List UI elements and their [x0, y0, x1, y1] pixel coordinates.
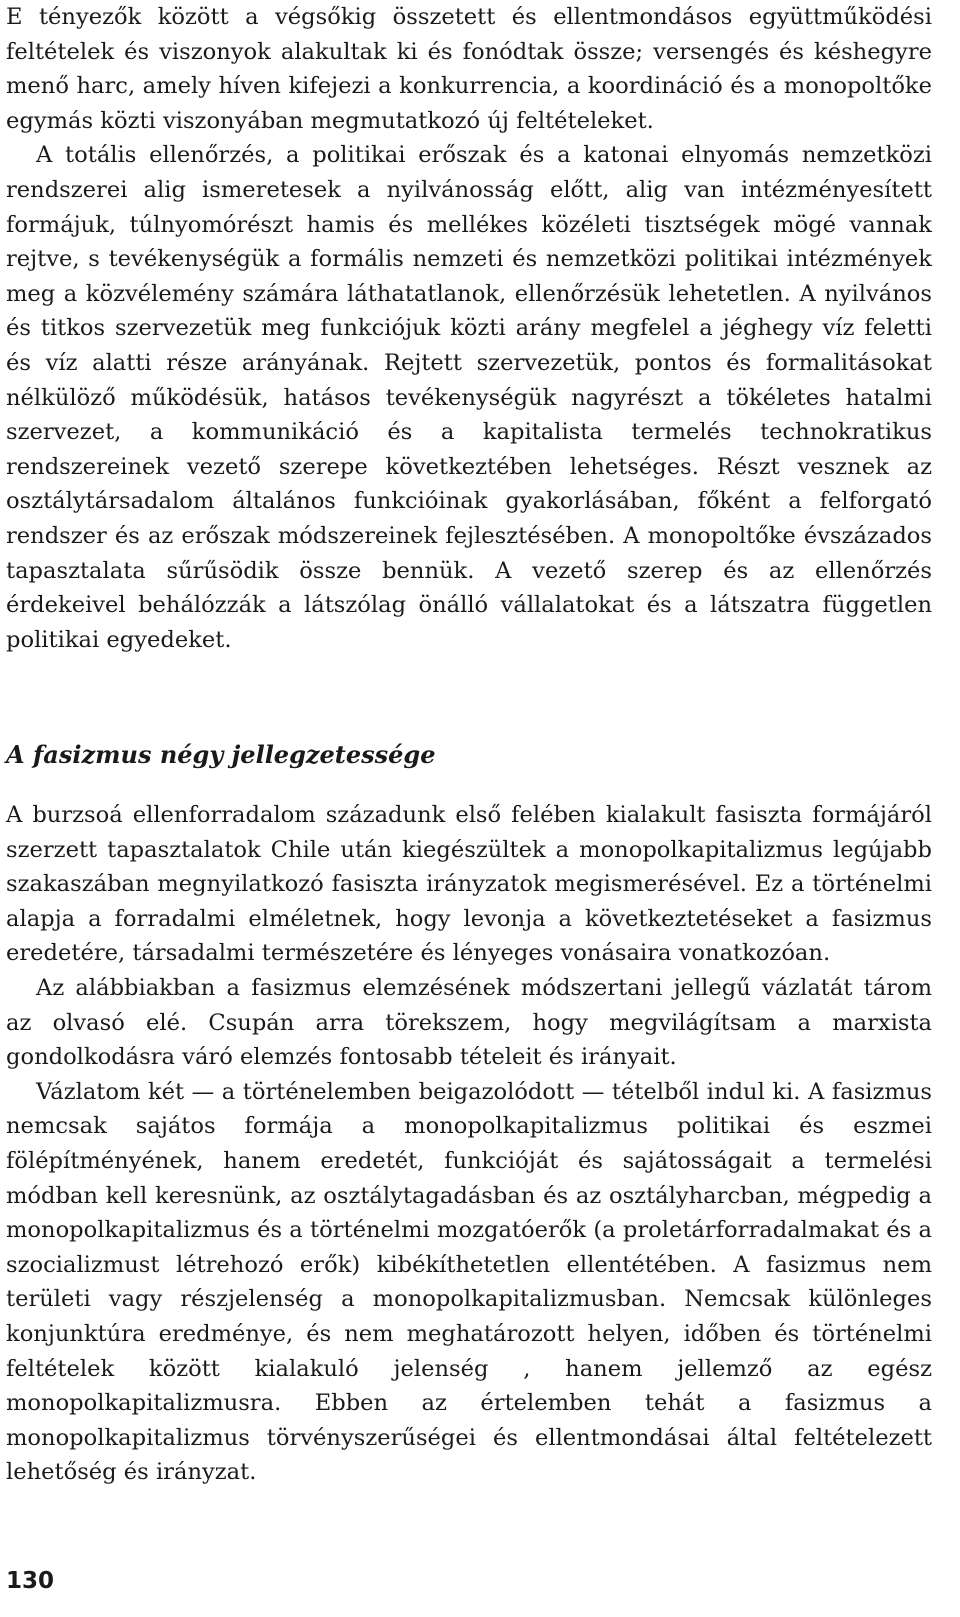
paragraph: A totális ellenőrzés, a politikai erőszak és a katonai elnyomás nemzetközi rendszerei alig ismeretesek a nyilvánosság előtt, alig van intézményesített formájuk, túlnyomórészt hamis és mellékes közéleti tisztségek mögé vannak rejtve, s tevékenységük a formális nemzeti és nemzetközi politikai intézmények meg a közvélemény számára láthatatlanok, ellenőrzésük lehetetlen. A nyilvános és titkos szervezetük meg funkciójuk közti arány megfelel a jéghegy víz feletti és víz alatti része arányának. Rejtett szervezetük, pontos és formalitásokat nélkülöző működésük, hatásos tevékenységük nagyrészt a tökéletes hatalmi szervezet, a kommunikáció és a kapitalista termelés technokratikus rendszereinek vezető szerepe következtében lehetséges. Részt vesznek az osztálytársadalom általános funkcióinak gyakorlásában, főként a felforgató rendszer és az erőszak módszereinek fejlesztésében. A monopoltőke évszázados tapasztalata sűrűsödik össze bennük. A vezető szerep és az ellenőrzés érdekeivel behálózzák a látszólag önálló vállalatokat és a látszatra független politikai egyedeket. — [6, 142, 932, 653]
paragraph: Vázlatom két — a történelemben beigazolódott — tételből indul ki. A fasizmus nemcsak sajátos formája a monopolkapitalizmus politikai és eszmei fölépítményének, hanem eredetét, funkcióját és sajátosságait a termelési módban kell keresnünk, az osztálytagadásban és az osztályharcban, mégpedig a monopolkapitalizmus és a történelmi mozgatóerők (a proletárforradalmakat és a szocializmust létrehozó erők) kibékíthetetlen ellentétében. A fasizmus nem területi vagy részjelenség a monopolkapitalizmusban. Nemcsak különleges konjunktúra eredménye, és nem meghatározott helyen, időben és történelmi feltételek között kialakuló jelenség , hanem jellemző az egész monopolkapitalizmusra. Ebben az értelemben tehát a fasizmus a monopolkapitalizmus törvényszerűségei és ellentmondásai által feltételezett lehetőség és irányzat. — [6, 1078, 932, 1486]
section-heading: A fasizmus négy jellegzetessége — [6, 740, 436, 769]
paragraph: A burzsoá ellenforradalom századunk első felében kialakult fasiszta formájáról szerzett tapasztalatok Chile után kiegészültek a monopolkapitalizmus legújabb szakaszában megnyilatkozó fasiszta irányzatok megismerésével. Ez a történelmi alapja a forradalmi elméletnek, hogy levonja a következtetéseket a fasizmus eredetére, társadalmi természetére és lényeges vonásaira vonatkozóan. — [6, 802, 932, 967]
page-number: 130 — [6, 1568, 55, 1594]
body-text-bottom — [6, 798, 932, 1490]
body-text-top — [6, 0, 932, 657]
paragraph: Az alábbiakban a fasizmus elemzésének módszertani jellegű vázlatát tárom az olvasó elé. Csupán arra törekszem, hogy megvilágítsam a marxista gondolkodásra váró elemzés fontosabb tételeit és irányait. — [6, 974, 932, 1071]
paragraph: E tényezők között a végsőkig összetett és ellentmondásos együttműködési feltételek és viszonyok alakultak ki és fonódtak össze; versengés és késhegyre menő harc, amely híven kifejezi a konkurrencia, a koordináció és a monopoltőke egymás közti viszonyában megmutatkozó új feltételeket. — [6, 4, 932, 134]
